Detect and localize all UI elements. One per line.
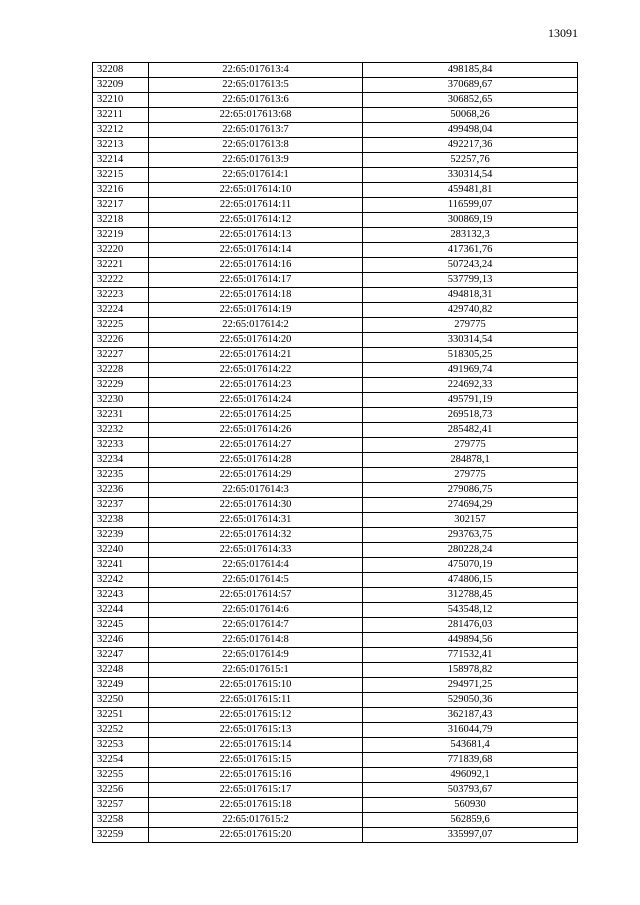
value-cell: 449894,56 (363, 633, 578, 648)
cadastral-number-cell: 22:65:017614:28 (149, 453, 363, 468)
cadastral-number-cell: 22:65:017614:14 (149, 243, 363, 258)
row-number-cell: 32249 (93, 678, 149, 693)
value-cell: 335997,07 (363, 828, 578, 843)
table-row (93, 213, 578, 228)
row-number-cell: 32227 (93, 348, 149, 363)
row-number-cell: 32215 (93, 168, 149, 183)
row-number-cell: 32247 (93, 648, 149, 663)
table-row (93, 228, 578, 243)
value-cell: 279775 (363, 318, 578, 333)
table-row (93, 498, 578, 513)
cadastral-number-cell: 22:65:017614:4 (149, 558, 363, 573)
cadastral-number-cell: 22:65:017614:3 (149, 483, 363, 498)
cadastral-number-cell: 22:65:017614:30 (149, 498, 363, 513)
row-number-cell: 32252 (93, 723, 149, 738)
cadastral-number-cell: 22:65:017614:57 (149, 588, 363, 603)
cadastral-number-cell: 22:65:017614:22 (149, 363, 363, 378)
row-number-cell: 32234 (93, 453, 149, 468)
table-row (93, 258, 578, 273)
value-cell: 459481,81 (363, 183, 578, 198)
value-cell: 537799,13 (363, 273, 578, 288)
table-row (93, 138, 578, 153)
table-row (93, 183, 578, 198)
row-number-cell: 32211 (93, 108, 149, 123)
row-number-cell: 32257 (93, 798, 149, 813)
table-body (93, 63, 578, 843)
table-row (93, 153, 578, 168)
table-row (93, 753, 578, 768)
row-number-cell: 32243 (93, 588, 149, 603)
table-row (93, 603, 578, 618)
table-row (93, 798, 578, 813)
cadastral-number-cell: 22:65:017615:1 (149, 663, 363, 678)
value-cell: 562859,6 (363, 813, 578, 828)
row-number-cell: 32239 (93, 528, 149, 543)
cadastral-number-cell: 22:65:017614:32 (149, 528, 363, 543)
value-cell: 492217,36 (363, 138, 578, 153)
value-cell: 294971,25 (363, 678, 578, 693)
table-row (93, 78, 578, 93)
value-cell: 280228,24 (363, 543, 578, 558)
table-row (93, 768, 578, 783)
table-row (93, 708, 578, 723)
value-cell: 274694,29 (363, 498, 578, 513)
value-cell: 560930 (363, 798, 578, 813)
row-number-cell: 32259 (93, 828, 149, 843)
row-number-cell: 32232 (93, 423, 149, 438)
cadastral-number-cell: 22:65:017614:9 (149, 648, 363, 663)
table-row (93, 588, 578, 603)
row-number-cell: 32246 (93, 633, 149, 648)
table-row (93, 528, 578, 543)
table-row (93, 573, 578, 588)
row-number-cell: 32223 (93, 288, 149, 303)
value-cell: 543548,12 (363, 603, 578, 618)
table-row (93, 828, 578, 843)
cadastral-number-cell: 22:65:017614:26 (149, 423, 363, 438)
cadastral-number-cell: 22:65:017614:31 (149, 513, 363, 528)
cadastral-number-cell: 22:65:017614:18 (149, 288, 363, 303)
value-cell: 503793,67 (363, 783, 578, 798)
value-cell: 362187,43 (363, 708, 578, 723)
row-number-cell: 32220 (93, 243, 149, 258)
table-row (93, 468, 578, 483)
table-row (93, 108, 578, 123)
table-row (93, 318, 578, 333)
table-row (93, 483, 578, 498)
value-cell: 269518,73 (363, 408, 578, 423)
row-number-cell: 32244 (93, 603, 149, 618)
row-number-cell: 32233 (93, 438, 149, 453)
value-cell: 300869,19 (363, 213, 578, 228)
cadastral-number-cell: 22:65:017615:18 (149, 798, 363, 813)
cadastral-number-cell: 22:65:017614:24 (149, 393, 363, 408)
table-row (93, 663, 578, 678)
value-cell: 370689,67 (363, 78, 578, 93)
value-cell: 475070,19 (363, 558, 578, 573)
cadastral-number-cell: 22:65:017613:6 (149, 93, 363, 108)
table-row (93, 363, 578, 378)
cadastral-number-cell: 22:65:017614:11 (149, 198, 363, 213)
row-number-cell: 32231 (93, 408, 149, 423)
cadastral-number-cell: 22:65:017614:13 (149, 228, 363, 243)
row-number-cell: 32222 (93, 273, 149, 288)
cadastral-number-cell: 22:65:017613:8 (149, 138, 363, 153)
value-cell: 52257,76 (363, 153, 578, 168)
value-cell: 543681,4 (363, 738, 578, 753)
table-row (93, 453, 578, 468)
row-number-cell: 32217 (93, 198, 149, 213)
cadastral-number-cell: 22:65:017613:4 (149, 63, 363, 78)
cadastral-number-cell: 22:65:017615:16 (149, 768, 363, 783)
value-cell: 116599,07 (363, 198, 578, 213)
value-cell: 491969,74 (363, 363, 578, 378)
value-cell: 224692,33 (363, 378, 578, 393)
value-cell: 283132,3 (363, 228, 578, 243)
row-number-cell: 32210 (93, 93, 149, 108)
row-number-cell: 32256 (93, 783, 149, 798)
value-cell: 518305,25 (363, 348, 578, 363)
cadastral-number-cell: 22:65:017613:68 (149, 108, 363, 123)
table-row (93, 648, 578, 663)
table-row (93, 738, 578, 753)
value-cell: 330314,54 (363, 168, 578, 183)
row-number-cell: 32248 (93, 663, 149, 678)
cadastral-number-cell: 22:65:017615:15 (149, 753, 363, 768)
cadastral-number-cell: 22:65:017615:17 (149, 783, 363, 798)
row-number-cell: 32253 (93, 738, 149, 753)
table-row (93, 303, 578, 318)
row-number-cell: 32238 (93, 513, 149, 528)
value-cell: 316044,79 (363, 723, 578, 738)
table-row (93, 288, 578, 303)
table-row (93, 243, 578, 258)
row-number-cell: 32254 (93, 753, 149, 768)
page-number: 13091 (548, 26, 578, 40)
row-number-cell: 32226 (93, 333, 149, 348)
cadastral-number-cell: 22:65:017615:10 (149, 678, 363, 693)
row-number-cell: 32218 (93, 213, 149, 228)
row-number-cell: 32236 (93, 483, 149, 498)
cadastral-number-cell: 22:65:017614:17 (149, 273, 363, 288)
cadastral-number-cell: 22:65:017614:8 (149, 633, 363, 648)
cadastral-number-cell: 22:65:017614:27 (149, 438, 363, 453)
cadastral-number-cell: 22:65:017614:29 (149, 468, 363, 483)
cadastral-number-cell: 22:65:017615:13 (149, 723, 363, 738)
row-number-cell: 32251 (93, 708, 149, 723)
value-cell: 494818,31 (363, 288, 578, 303)
table-row (93, 423, 578, 438)
table-row (93, 513, 578, 528)
table-row (93, 273, 578, 288)
cadastral-number-cell: 22:65:017614:20 (149, 333, 363, 348)
value-cell: 306852,65 (363, 93, 578, 108)
cadastral-number-cell: 22:65:017614:25 (149, 408, 363, 423)
cadastral-number-cell: 22:65:017614:10 (149, 183, 363, 198)
cadastral-number-cell: 22:65:017613:7 (149, 123, 363, 138)
table-row (93, 123, 578, 138)
cadastral-number-cell: 22:65:017614:5 (149, 573, 363, 588)
value-cell: 293763,75 (363, 528, 578, 543)
row-number-cell: 32235 (93, 468, 149, 483)
cadastral-number-cell: 22:65:017614:6 (149, 603, 363, 618)
table-row (93, 348, 578, 363)
cadastral-number-cell: 22:65:017614:1 (149, 168, 363, 183)
value-cell: 498185,84 (363, 63, 578, 78)
row-number-cell: 32242 (93, 573, 149, 588)
row-number-cell: 32237 (93, 498, 149, 513)
value-cell: 771839,68 (363, 753, 578, 768)
value-cell: 474806,15 (363, 573, 578, 588)
cadastral-number-cell: 22:65:017614:2 (149, 318, 363, 333)
row-number-cell: 32250 (93, 693, 149, 708)
value-cell: 279775 (363, 468, 578, 483)
cadastral-number-cell: 22:65:017614:7 (149, 618, 363, 633)
row-number-cell: 32228 (93, 363, 149, 378)
row-number-cell: 32230 (93, 393, 149, 408)
table-row (93, 543, 578, 558)
value-cell: 285482,41 (363, 423, 578, 438)
table-row (93, 333, 578, 348)
value-cell: 496092,1 (363, 768, 578, 783)
row-number-cell: 32245 (93, 618, 149, 633)
table-row (93, 783, 578, 798)
value-cell: 302157 (363, 513, 578, 528)
value-cell: 429740,82 (363, 303, 578, 318)
value-cell: 495791,19 (363, 393, 578, 408)
table-row (93, 408, 578, 423)
table-row (93, 813, 578, 828)
cadastral-number-cell: 22:65:017615:14 (149, 738, 363, 753)
row-number-cell: 32209 (93, 78, 149, 93)
cadastral-number-cell: 22:65:017614:33 (149, 543, 363, 558)
row-number-cell: 32213 (93, 138, 149, 153)
value-cell: 312788,45 (363, 588, 578, 603)
table-row (93, 198, 578, 213)
table-row (93, 378, 578, 393)
value-cell: 417361,76 (363, 243, 578, 258)
value-cell: 507243,24 (363, 258, 578, 273)
table-row (93, 438, 578, 453)
row-number-cell: 32208 (93, 63, 149, 78)
value-cell: 50068,26 (363, 108, 578, 123)
table-row (93, 678, 578, 693)
cadastral-number-cell: 22:65:017613:9 (149, 153, 363, 168)
cadastral-number-cell: 22:65:017614:23 (149, 378, 363, 393)
table-row (93, 693, 578, 708)
cadastral-number-cell: 22:65:017615:12 (149, 708, 363, 723)
value-cell: 529050,36 (363, 693, 578, 708)
cadastral-value-table (92, 62, 578, 843)
value-cell: 284878,1 (363, 453, 578, 468)
table-row (93, 393, 578, 408)
cadastral-number-cell: 22:65:017614:19 (149, 303, 363, 318)
row-number-cell: 32221 (93, 258, 149, 273)
row-number-cell: 32219 (93, 228, 149, 243)
cadastral-number-cell: 22:65:017615:20 (149, 828, 363, 843)
cadastral-number-cell: 22:65:017615:11 (149, 693, 363, 708)
value-cell: 330314,54 (363, 333, 578, 348)
value-cell: 279086,75 (363, 483, 578, 498)
value-cell: 279775 (363, 438, 578, 453)
row-number-cell: 32212 (93, 123, 149, 138)
table-row (93, 723, 578, 738)
table-row (93, 63, 578, 78)
cadastral-number-cell: 22:65:017614:21 (149, 348, 363, 363)
value-cell: 158978,82 (363, 663, 578, 678)
row-number-cell: 32241 (93, 558, 149, 573)
value-cell: 281476,03 (363, 618, 578, 633)
row-number-cell: 32225 (93, 318, 149, 333)
value-cell: 771532,41 (363, 648, 578, 663)
table-row (93, 618, 578, 633)
table-row (93, 633, 578, 648)
table-row (93, 558, 578, 573)
row-number-cell: 32214 (93, 153, 149, 168)
value-cell: 499498,04 (363, 123, 578, 138)
table-row (93, 168, 578, 183)
table-row (93, 93, 578, 108)
row-number-cell: 32216 (93, 183, 149, 198)
row-number-cell: 32224 (93, 303, 149, 318)
row-number-cell: 32258 (93, 813, 149, 828)
cadastral-number-cell: 22:65:017615:2 (149, 813, 363, 828)
row-number-cell: 32255 (93, 768, 149, 783)
cadastral-number-cell: 22:65:017614:12 (149, 213, 363, 228)
row-number-cell: 32240 (93, 543, 149, 558)
cadastral-number-cell: 22:65:017613:5 (149, 78, 363, 93)
cadastral-number-cell: 22:65:017614:16 (149, 258, 363, 273)
row-number-cell: 32229 (93, 378, 149, 393)
